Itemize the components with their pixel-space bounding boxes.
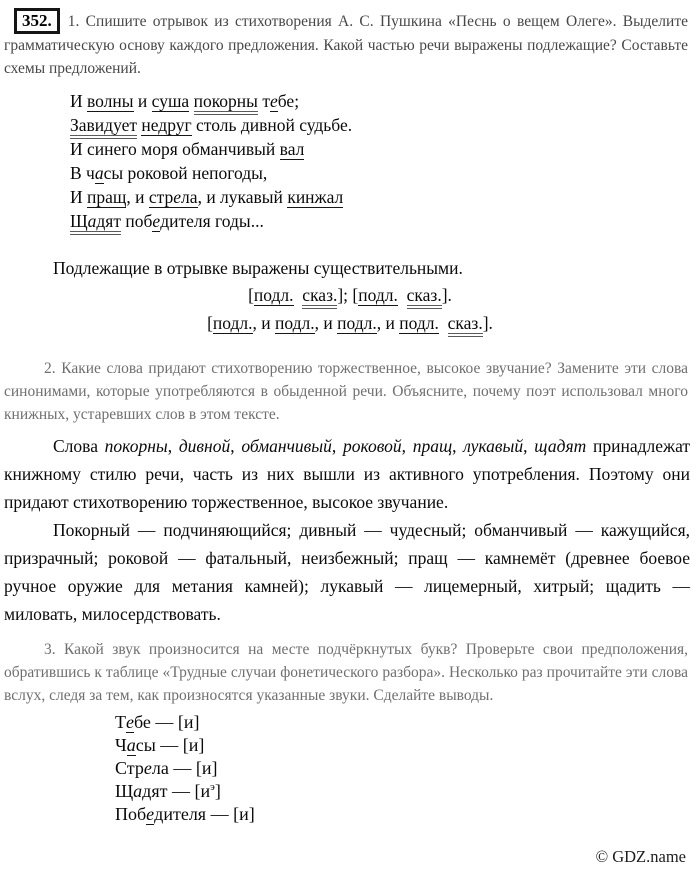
task3-instruction: 3. Какой звук произносится на месте подчёркнутых букв? Проверьте свои предположения, обратившись к таблице «Трудные случаи фонетического разбора». Несколько раз прочитайте эти слова вслух, следя за тем, как произносятся указанные звуки. Сделайте выводы. <box>4 641 688 704</box>
phonetic-word-list <box>115 711 700 826</box>
task2-answer-paragraph-1: Слова покорны, дивной, обманчивый, роковой, пращ, лукавый, щадят принадлежат книжному стилю речи, часть из них вышли из активного употребления. Поэтому они придают стихотворению торжественное, высокое звучание. <box>4 436 691 512</box>
task1-instruction-text: 1. Спишите отрывок из стихотворения А. С. Пушкина «Песнь о вещем Олеге». Выделите грамматическую основу каждого предложения. Какой частью речи выражены подлежащие? Составьте схемы предложений. <box>4 13 688 77</box>
task1-answer-statement: Подлежащие в отрывке выражены существительными. <box>53 258 463 278</box>
phonetic-entry-shchadyat: Щадят — $[и^э]$ <box>115 781 221 801</box>
task1-instruction <box>4 0 688 80</box>
poem-line-3: И синего моря обманчивый вал <box>70 139 305 159</box>
poem-line-1: И волны и суша покорны тебе; <box>70 89 700 113</box>
poem-excerpt <box>70 89 700 233</box>
phonetic-entry-chasy: Часы — [и] <box>115 735 205 755</box>
task2-answer-paragraph-2: Покорный — подчиняющийся; дивный — чудесный; обманчивый — кажущийся, призрачный; роковой — фатальный, неизбежный; пращ — камнемёт (древнее боевое ручное оружие для метания камней); лукавый — лицемерный, хитрый; щадить — миловать, милосердствовать. <box>4 520 690 624</box>
sentence-schema-1: [подл. сказ.]; [подл. сказ.]. <box>0 281 700 309</box>
watermark-copyright: © GDZ.name <box>595 847 686 866</box>
phonetic-entry-pobeditelya: Победителя — [и] <box>115 804 255 824</box>
exercise-number-box: 352. <box>14 8 60 34</box>
task2-instruction: 2. Какие слова придают стихотворению торжественное, высокое звучание? Замените эти слова синонимами, которые употребляются в обыденной речи. Объясните, почему поэт использовал много книжных, устаревших слов в этом тексте. <box>4 360 688 423</box>
poem-line-2: Завидует недруг столь дивной судьбе. <box>70 113 700 137</box>
sentence-schema-2: [подл., и подл., и подл., и подл. сказ.]. <box>0 309 700 337</box>
poem-line-4: В часы роковой непогоды, <box>70 163 268 183</box>
poem-line-6: Щадят победителя годы... <box>70 209 700 233</box>
phonetic-entry-strela: Стрела — [и] <box>115 758 218 778</box>
poem-line-5: И пращ, и стрела, и лукавый кинжал <box>70 187 344 207</box>
phonetic-entry-tebe: Тебе — [и] <box>115 712 200 732</box>
